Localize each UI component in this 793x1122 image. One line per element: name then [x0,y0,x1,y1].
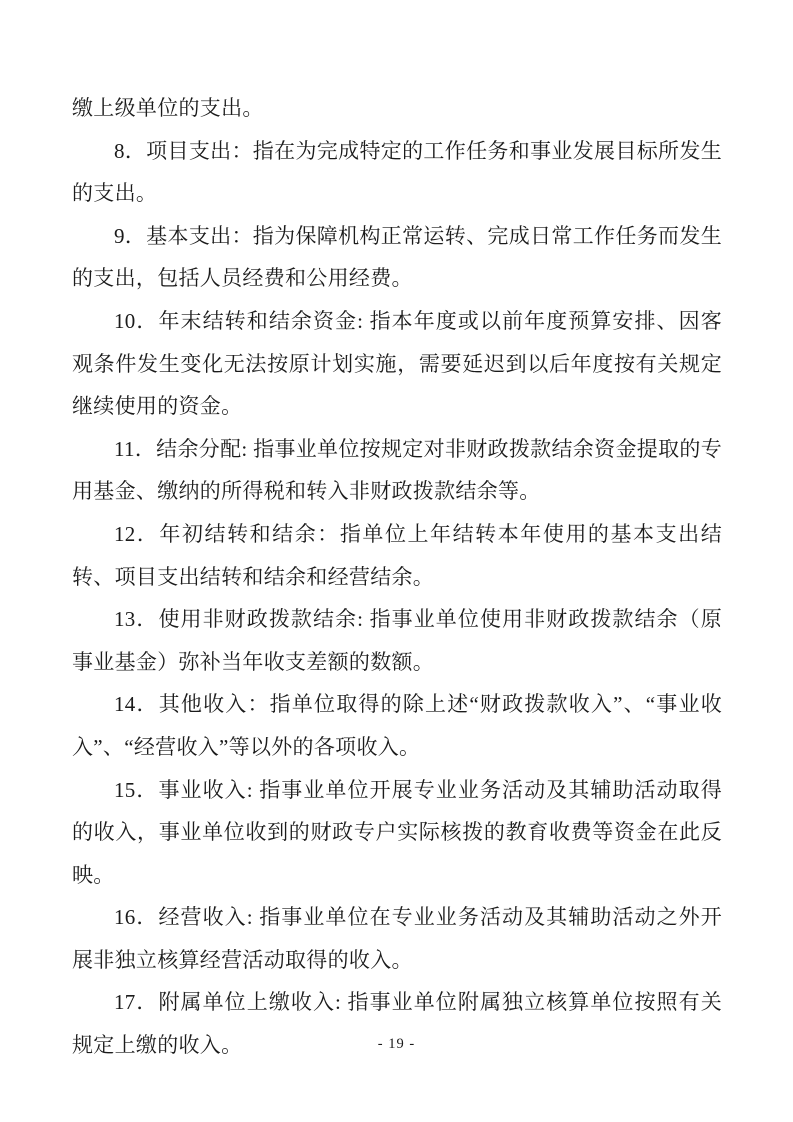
definition-13-use-of-non-fiscal-surplus: 13．使用非财政拨款结余: 指事业单位使用非财政拨款结余（原事业基金）弥补当年收支差额的数额。 [72,607,722,674]
page-number: - 19 - [377,1036,416,1052]
definition-14-other-income: 14．其他收入：指单位取得的除上述“财政拨款收入”、“事业收入”、“经营收入”等以外的各项收入。 [72,692,722,759]
page-footer [0,1036,793,1053]
definition-12-year-begin-carryover: 12．年初结转和结余：指单位上年结转本年使用的基本支出结转、项目支出结转和结余和经营结余。 [72,521,722,589]
definition-10-year-end-carryover-funds: 10．年末结转和结余资金: 指本年度或以前年度预算安排、因客观条件发生变化无法按原计划实施，需要延迟到以后年度按有关规定继续使用的资金。 [72,308,722,419]
definition-16-business-income: 16．经营收入: 指事业单位在专业业务活动及其辅助活动之外开展非独立核算经营活动取得的收入。 [72,905,722,972]
definition-9-basic-expenditure: 9．基本支出：指为保障机构正常运转、完成日常工作任务而发生的支出，包括人员经费和公用经费。 [72,223,722,291]
document-body [72,87,722,1067]
para-continuation-upper-unit-expenditure: 缴上级单位的支出。 [72,96,264,120]
definition-17-subordinate-unit-income: 17．附属单位上缴收入: 指事业单位附属独立核算单位按照有关规定上缴的收入。 [72,990,722,1058]
definition-15-operational-income: 15．事业收入: 指事业单位开展专业业务活动及其辅助活动取得的收入，事业单位收到的财政专户实际核拨的教育收费等资金在此反映。 [72,777,722,887]
definition-8-project-expenditure: 8．项目支出：指在为完成特定的工作任务和事业发展目标所发生的支出。 [72,138,722,206]
definition-11-surplus-distribution: 11．结余分配: 指事业单位按规定对非财政拨款结余资金提取的专用基金、缴纳的所得税和转入非财政拨款结余等。 [72,436,722,504]
